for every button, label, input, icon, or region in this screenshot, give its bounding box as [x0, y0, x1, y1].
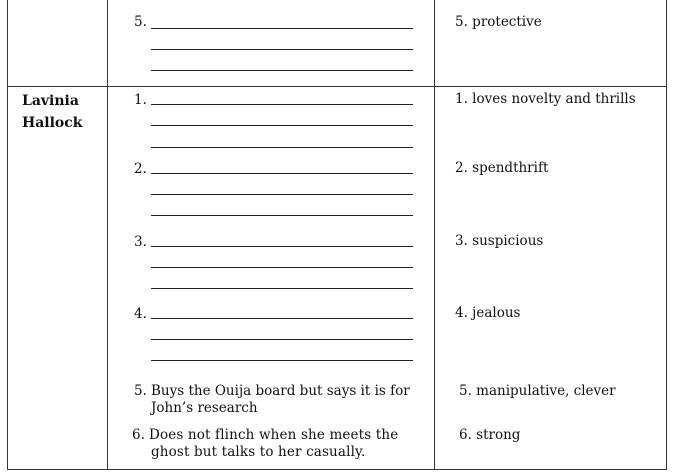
answer-blank-line[interactable]	[151, 246, 413, 247]
trait-text: 6. strong	[459, 427, 521, 443]
answer-blank-line[interactable]	[151, 173, 413, 174]
column-divider-1	[107, 0, 108, 470]
trait-text: 1. loves novelty and thrills	[455, 91, 636, 107]
answer-blank-line[interactable]	[151, 104, 413, 105]
character-name-line: Hallock	[22, 115, 83, 131]
character-name-line: Lavinia	[22, 93, 79, 109]
answer-blank-line[interactable]	[151, 147, 413, 148]
answer-blank-line[interactable]	[151, 125, 413, 126]
evidence-number: 5.	[134, 14, 147, 30]
answer-blank-line[interactable]	[151, 339, 413, 340]
evidence-number: 3.	[134, 234, 147, 250]
evidence-number: 6.	[132, 427, 145, 443]
evidence-text-line: ghost but talks to her casually.	[151, 444, 366, 460]
trait-text: 3. suspicious	[455, 233, 544, 249]
answer-blank-line[interactable]	[151, 28, 413, 29]
table-border-right	[666, 0, 667, 470]
answer-blank-line[interactable]	[151, 360, 413, 361]
evidence-text-line: Buys the Ouija board but says it is for	[151, 383, 410, 399]
evidence-text	[149, 427, 398, 461]
row-divider	[7, 86, 667, 87]
trait-text: 4. jealous	[455, 305, 521, 321]
answer-blank-line[interactable]	[151, 70, 413, 71]
trait-text: 5. protective	[455, 14, 542, 30]
answer-blank-line[interactable]	[151, 267, 413, 268]
answer-blank-line[interactable]	[151, 49, 413, 50]
evidence-number: 1.	[134, 92, 147, 108]
trait-text: 2. spendthrift	[455, 160, 549, 176]
evidence-text-line: John’s research	[151, 400, 258, 416]
evidence-number: 2.	[134, 161, 147, 177]
evidence-number: 4.	[134, 306, 147, 322]
character-name	[22, 90, 83, 134]
answer-blank-line[interactable]	[151, 215, 413, 216]
evidence-number: 5.	[134, 383, 147, 399]
trait-text: 5. manipulative, clever	[459, 383, 616, 399]
table-border-bottom	[7, 469, 667, 470]
answer-blank-line[interactable]	[151, 288, 413, 289]
table-border-left	[7, 0, 8, 470]
answer-blank-line[interactable]	[151, 194, 413, 195]
answer-blank-line[interactable]	[151, 318, 413, 319]
evidence-text	[151, 383, 410, 417]
evidence-text-line: Does not flinch when she meets the	[149, 427, 399, 443]
column-divider-2	[434, 0, 435, 470]
